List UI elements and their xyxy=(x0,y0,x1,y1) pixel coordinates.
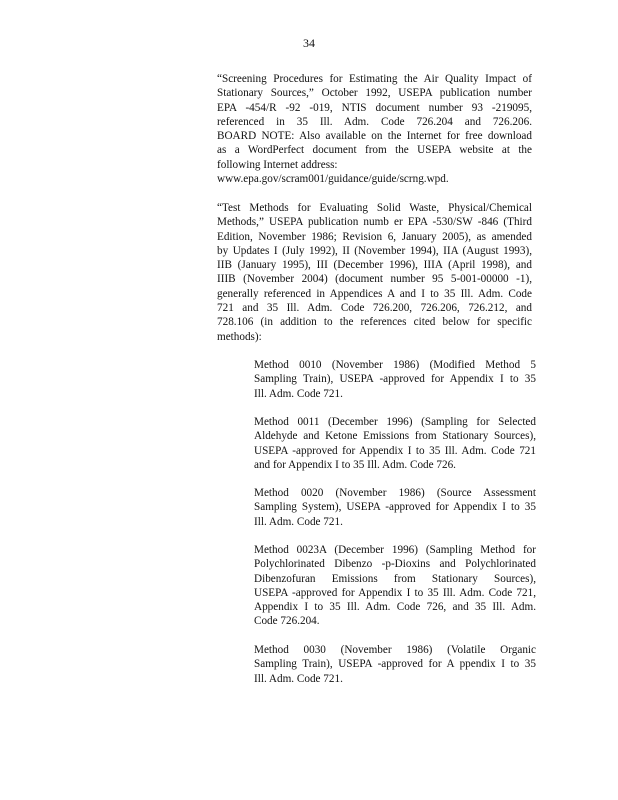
text-line: Code 726.204. xyxy=(254,615,320,628)
text-line: 728.106 (in addition to the references cited below for specific xyxy=(217,316,532,329)
text-line: USEPA -approved for Appendix I to 35 Ill. Adm. Code 721 xyxy=(254,444,536,457)
text-line: referenced in 35 Ill. Adm. Code 726.204 and 726.206. xyxy=(217,115,532,128)
text-line: Method 0010 (November 1986) (Modified Method 5 xyxy=(254,359,536,371)
url-line: www.epa.gov/scram001/guidance/guide/scrng.wpd. xyxy=(217,173,449,186)
text-line: by Updates I (July 1992), II (November 1994), IIA (August 1993), xyxy=(217,244,532,257)
text-line: Ill. Adm. Code 721. xyxy=(254,515,343,528)
text-line: and for Appendix I to 35 Ill. Adm. Code 726. xyxy=(254,458,456,471)
text-line: IIIB (November 2004) (document number 95 5-001-00000 -1), xyxy=(217,273,532,286)
text-line: Aldehyde and Ketone Emissions from Stationary Sources), xyxy=(254,430,536,443)
text-line: Ill. Adm. Code 721. xyxy=(254,387,343,400)
method-0023a-entry xyxy=(254,543,536,629)
text-line: USEPA -approved for Appendix I to 35 Ill. Adm. Code 721, xyxy=(254,586,536,599)
method-0020-entry xyxy=(254,486,536,529)
text-line: Method 0011 (December 1996) (Sampling for Selected xyxy=(254,416,536,428)
reference-screening-procedures xyxy=(217,72,532,186)
text-line: Sampling Train), USEPA -approved for Appendix I to 35 xyxy=(254,373,536,386)
method-0030-entry xyxy=(254,643,536,686)
text-line: Sampling System), USEPA -approved for Appendix I to 35 xyxy=(254,501,536,514)
text-line: following Internet address: xyxy=(217,158,338,171)
text-line: Dibenzofuran Emissions from Stationary Sources), xyxy=(254,572,536,585)
text-line: generally referenced in Appendices A and I to 35 Ill. Adm. Code xyxy=(217,287,532,300)
text-line: 721 and 35 Ill. Adm. Code 726.200, 726.206, 726.212, and xyxy=(217,302,532,315)
text-line: EPA -454/R -92 -019, NTIS document number 93 -219095, xyxy=(217,101,532,114)
method-0010-entry xyxy=(254,358,536,401)
text-line: Method 0030 (November 1986) (Volatile Organic xyxy=(254,644,536,656)
text-line: methods): xyxy=(217,330,262,343)
text-line: Sampling Train), USEPA -approved for A ppendix I to 35 xyxy=(254,658,536,671)
text-line: Stationary Sources,” October 1992, USEPA publication number xyxy=(217,87,532,100)
text-line: Method 0023A (December 1996) (Sampling Method for xyxy=(254,544,536,556)
text-line: Edition, November 1986; Revision 6, January 2005), as amended xyxy=(217,230,532,243)
text-line: Polychlorinated Dibenzo -p-Dioxins and Polychlorinated xyxy=(254,558,536,571)
text-line: Methods,” USEPA publication numb er EPA -530/SW -846 (Third xyxy=(217,216,532,229)
text-line: Ill. Adm. Code 721. xyxy=(254,672,343,685)
text-line: as a WordPerfect document from the USEPA website at the xyxy=(217,144,532,157)
board-note-line: BOARD NOTE: Also available on the Internet for free download xyxy=(217,130,532,143)
method-0011-entry xyxy=(254,415,536,472)
text-line: IIB (January 1995), III (December 1996), IIIA (April 1998), and xyxy=(217,259,532,272)
page-number: 34 xyxy=(303,36,315,50)
text-line: Appendix I to 35 Ill. Adm. Code 726, and 35 Ill. Adm. xyxy=(254,601,536,614)
text-line: Method 0020 (November 1986) (Source Assessment xyxy=(254,487,536,499)
text-line: “Test Methods for Evaluating Solid Waste, Physical/Chemical xyxy=(217,202,532,214)
reference-test-methods xyxy=(217,201,532,344)
text-line: “Screening Procedures for Estimating the Air Quality Impact of xyxy=(217,73,532,85)
